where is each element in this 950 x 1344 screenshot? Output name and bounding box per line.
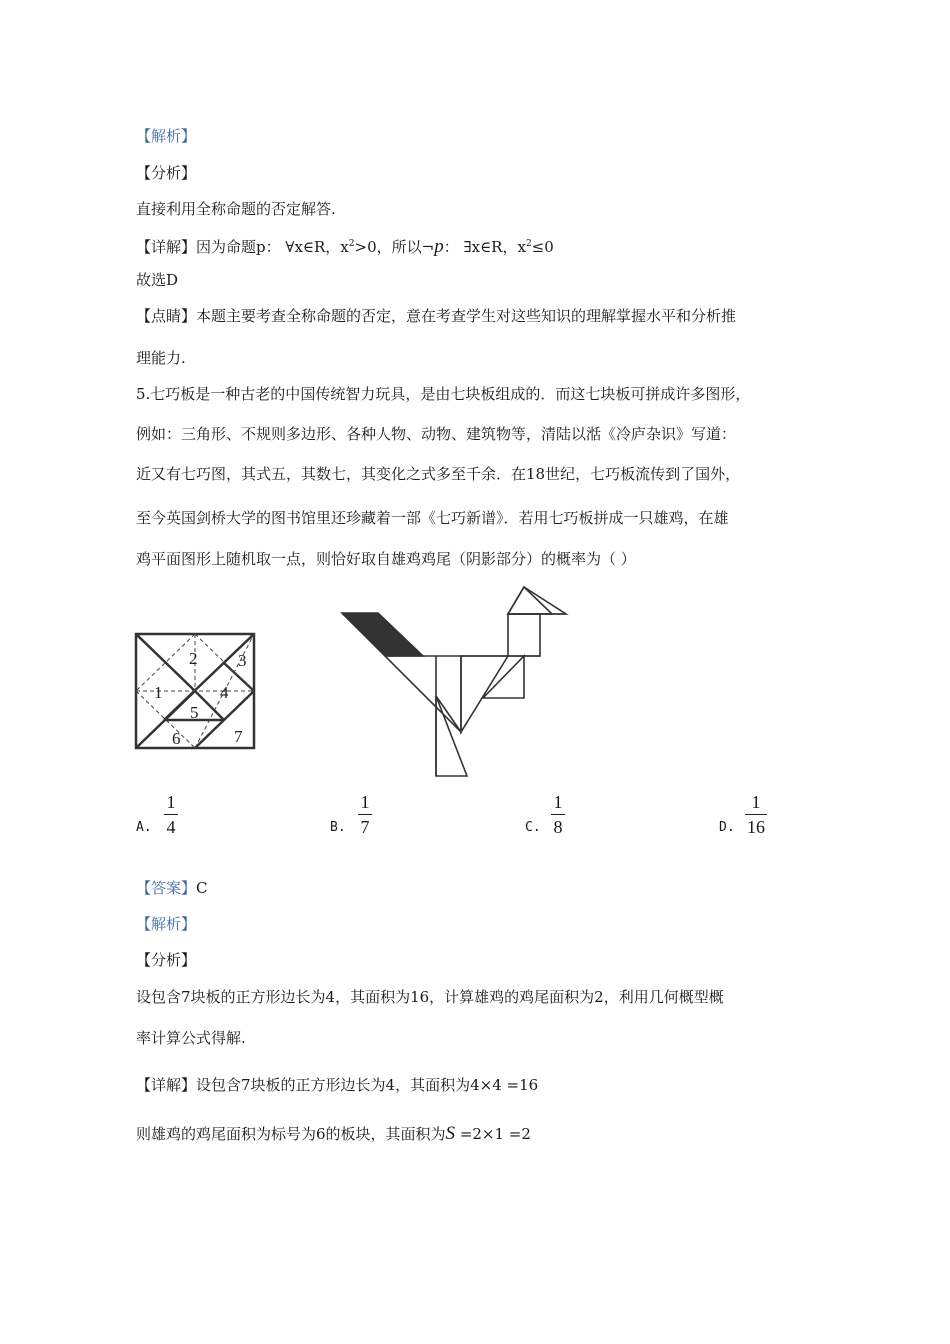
- tangram-label-2: 2: [189, 649, 198, 668]
- dianjing-line-2: 理能力.: [136, 349, 186, 367]
- tangram-rooster-figure: [338, 582, 570, 780]
- xiangjie-line: 【详解】因为命题p： ∀x∈R，$x^2>0$，所以¬p： ∃x∈R，$x^2\le 0$: [136, 236, 554, 257]
- rooster-tail-shaded: [342, 613, 423, 656]
- option-c-fraction: 1 8: [551, 792, 565, 837]
- xiangjie-2-line-1: 【详解】设包含7块板的正方形边长为4，其面积为4×4 =16: [136, 1076, 539, 1094]
- tangram-label-3: 3: [238, 651, 247, 670]
- tangram-label-7: 7: [234, 727, 243, 746]
- neg-symbol: ¬: [421, 238, 435, 256]
- fenxi-text: 直接利用全称命题的否定解答.: [136, 200, 336, 218]
- daan-line: [136, 878, 208, 898]
- xiangjie-tag: 【详解】: [136, 238, 197, 256]
- xiangjie-tag-2: 【详解】: [136, 1076, 197, 1094]
- q5-line-5: 鸡平面图形上随机取一点，则恰好取自雄鸡鸡尾（阴影部分）的概率为（ ）: [136, 550, 636, 568]
- tangram-label-5: 5: [190, 703, 199, 722]
- jiexi-tag: 【解析】: [136, 127, 197, 145]
- s-variable: S: [445, 1123, 456, 1144]
- option-d[interactable]: [719, 792, 789, 842]
- tangram-label-6: 6: [172, 729, 181, 748]
- option-a-letter: A.: [136, 820, 152, 835]
- option-a-fraction: 1 4: [164, 792, 178, 837]
- dianjing-tag: 【点睛】: [136, 307, 197, 325]
- fenxi-2-line-1: 设包含7块板的正方形边长为4，其面积为16，计算雄鸡的鸡尾面积为2，利用几何概型概: [136, 988, 724, 1006]
- option-c-letter: C.: [525, 820, 541, 835]
- daan-tag: 【答案】: [136, 879, 197, 897]
- p-variable: p: [434, 236, 444, 257]
- q5-line-4: 至今英国剑桥大学的图书馆里还珍藏着一部《七巧新谱》．若用七巧板拼成一只雄鸡，在雄: [136, 509, 729, 527]
- fenxi-2-line-2: 率计算公式得解.: [136, 1029, 246, 1047]
- tangram-label-4: 4: [220, 683, 229, 702]
- option-d-fraction: 1 16: [747, 792, 765, 837]
- tangram-label-1: 1: [154, 683, 163, 702]
- fenxi-tag: 【分析】: [136, 164, 197, 182]
- option-b-letter: B.: [330, 820, 346, 835]
- option-d-letter: D.: [719, 820, 735, 835]
- q5-line-3: 近又有七巧图，其式五，其数七，其变化之式多至千余．在18世纪，七巧板流传到了国外，: [136, 465, 741, 483]
- q5-line-2: 例如：三角形、不规则多边形、各种人物、动物、建筑物等，清陆以湉《冷庐杂识》写道：: [136, 425, 737, 443]
- xiangjie-2-line-2: 则雄鸡的鸡尾面积为标号为6的板块，其面积为S =2×1 =2: [136, 1123, 531, 1144]
- option-c[interactable]: [525, 792, 585, 842]
- option-a[interactable]: [136, 792, 196, 842]
- option-b-fraction: 1 7: [358, 792, 372, 837]
- fenxi-tag-2: 【分析】: [136, 951, 197, 969]
- option-b[interactable]: [330, 792, 390, 842]
- tangram-square-figure: [134, 632, 258, 752]
- q5-line-1: 5.七巧板是一种古老的中国传统智力玩具，是由七块板组成的．而这七块板可拼成许多图形，: [136, 385, 751, 403]
- dianjing-line: 【点睛】本题主要考查全称命题的否定，意在考查学生对这些知识的理解掌握水平和分析推: [136, 307, 737, 325]
- daan-value: C: [196, 879, 208, 897]
- guxuan-text: 故选D: [136, 271, 179, 289]
- jiexi-tag-2: 【解析】: [136, 915, 197, 933]
